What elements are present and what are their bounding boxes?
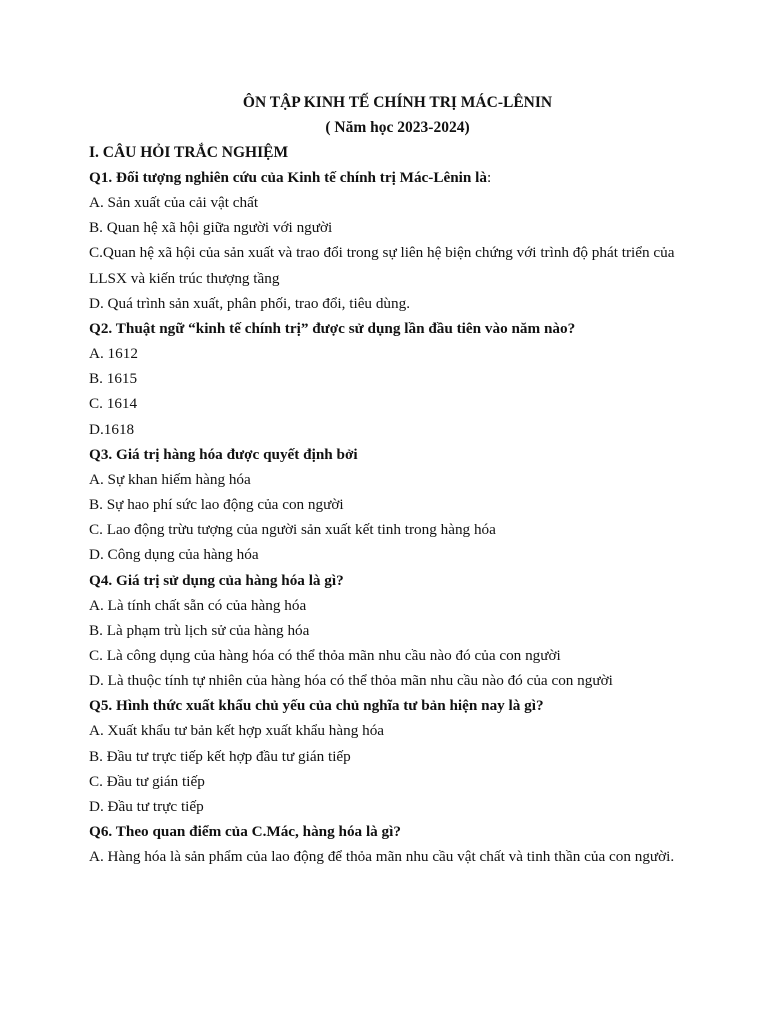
answer-option: D.1618 bbox=[89, 420, 135, 438]
question-number: Q4. bbox=[89, 571, 113, 589]
answer-option: A. 1612 bbox=[89, 345, 138, 363]
answer-option: C. Lao động trừu tượng của người sản xuất kết tinh trong hàng hóa bbox=[89, 521, 496, 539]
answer-option: C.Quan hệ xã hội của sản xuất và trao đổi trong sự liên hệ biện chứng với trình độ phát triển của LLSX và kiến trúc thượng tầng bbox=[89, 244, 675, 287]
answer-option: D. Công dụng của hàng hóa bbox=[89, 546, 259, 564]
question-number: Q1. bbox=[89, 169, 113, 186]
question-3 bbox=[89, 442, 689, 467]
question-text: Thuật ngữ “kinh tế chính trị” được sử dụng lần đầu tiên vào năm nào? bbox=[112, 320, 576, 338]
question-text: Đối tượng nghiên cứu của Kinh tế chính trị Mác-Lênin là bbox=[112, 169, 487, 186]
question-number: Q5. bbox=[89, 697, 113, 715]
document-subtitle: ( Năm học 2023-2024) bbox=[325, 119, 470, 136]
question-5 bbox=[89, 693, 689, 718]
section-heading: I. CÂU HỎI TRẮC NGHIỆM bbox=[89, 144, 289, 161]
question-text: Giá trị hàng hóa được quyết định bởi bbox=[112, 445, 358, 463]
answer-option: B. Sự hao phí sức lao động của con người bbox=[89, 496, 344, 514]
answer-option: A. Sản xuất của cải vật chất bbox=[89, 194, 259, 211]
question-4 bbox=[89, 568, 689, 593]
question-tail: : bbox=[486, 169, 492, 186]
answer-option: C. Đầu tư gián tiếp bbox=[89, 772, 205, 790]
answer-option: B. Đầu tư trực tiếp kết hợp đầu tư gián tiếp bbox=[89, 747, 351, 765]
question-text: . Theo quan điểm của C.Mác, hàng hóa là gì? bbox=[108, 823, 401, 841]
answer-option: B. Là phạm trù lịch sử của hàng hóa bbox=[89, 621, 310, 639]
question-number: Q3. bbox=[89, 445, 113, 463]
answer-option: A. Xuất khẩu tư bản kết hợp xuất khẩu hàng hóa bbox=[89, 722, 385, 740]
answer-option: D. Là thuộc tính tự nhiên của hàng hóa có thể thỏa mãn nhu cầu nào đó của con người bbox=[89, 672, 613, 690]
answer-option: A. Sự khan hiếm hàng hóa bbox=[89, 470, 251, 488]
answer-option: C. Là công dụng của hàng hóa có thể thỏa mãn nhu cầu nào đó của con người bbox=[89, 647, 561, 665]
answer-option: B. Quan hệ xã hội giữa người với người bbox=[89, 219, 333, 237]
answer-option: D. Quá trình sản xuất, phân phối, trao đổi, tiêu dùng. bbox=[89, 294, 410, 312]
answer-option: D. Đầu tư trực tiếp bbox=[89, 798, 204, 816]
answer-option: A. Là tính chất sẵn có của hàng hóa bbox=[89, 596, 307, 614]
question-text: Giá trị sử dụng của hàng hóa là gì? bbox=[112, 571, 344, 589]
answer-option: B. 1615 bbox=[89, 370, 138, 388]
question-number: Q6 bbox=[89, 823, 109, 841]
question-number: Q2. bbox=[89, 320, 113, 338]
question-1 bbox=[89, 165, 689, 190]
document-title: ÔN TẬP KINH TẾ CHÍNH TRỊ MÁC-LÊNIN bbox=[242, 94, 553, 111]
answer-option: A. Hàng hóa là sản phẩm của lao động để thỏa mãn nhu cầu vật chất và tinh thần của con người. bbox=[89, 848, 675, 866]
question-text: Hình thức xuất khẩu chủ yếu của chủ nghĩa tư bản hiện nay là gì? bbox=[112, 697, 544, 715]
question-6 bbox=[89, 819, 689, 844]
answer-option: C. 1614 bbox=[89, 395, 138, 413]
question-2 bbox=[89, 316, 689, 341]
document-content bbox=[89, 90, 689, 869]
